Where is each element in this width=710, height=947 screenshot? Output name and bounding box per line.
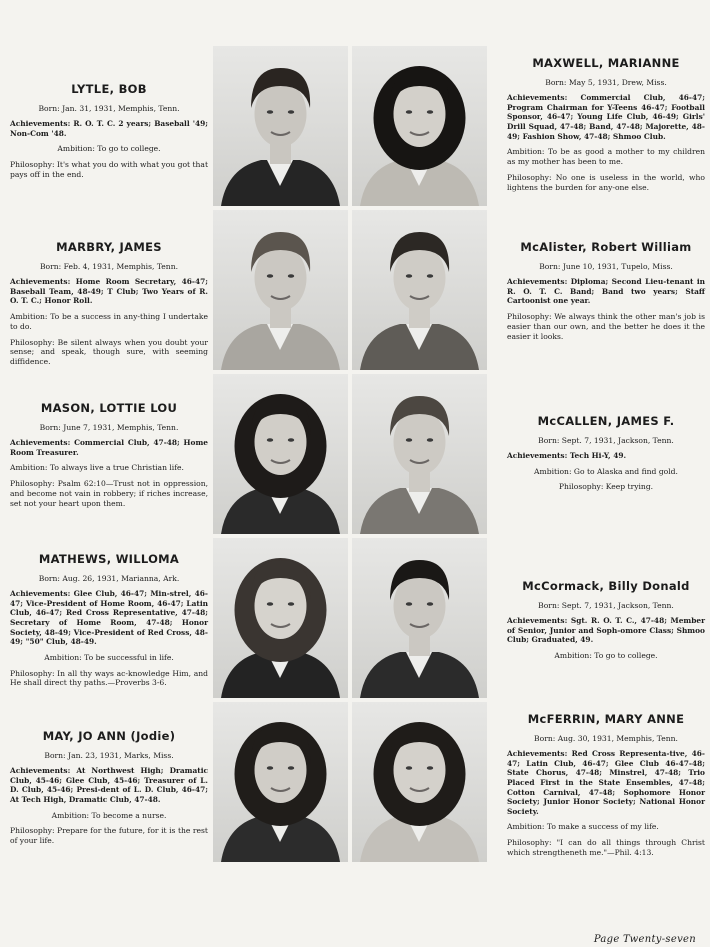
student-born: Born: Sept. 7, 1931, Jackson, Tenn. xyxy=(538,601,674,610)
student-entry-marbry xyxy=(10,240,208,373)
student-entry-maxwell xyxy=(507,56,705,199)
student-philosophy: Philosophy: In all thy ways ac-knowledge Him, and He shall direct thy paths.—Proverbs 3-6. xyxy=(10,668,208,688)
student-name: McAlister, Robert William xyxy=(520,240,692,254)
student-name: McCormack, Billy Donald xyxy=(522,579,690,593)
student-philosophy: Philosophy: "I can do all things through Christ which strengtheneth me."—Phil. 4:13. xyxy=(507,838,705,858)
student-achievements: Achievements: Commercial Club, 46-47; Program Chairman for Y-Teens 46-47; Football Sponsor, 46-47; Young Life Club, 46-49; Girls' Drill Squad, 47-48; Band, 47-48; Majorette, 48-49; Fashion Show, 47-48; Shmoo Club. xyxy=(507,93,705,141)
student-achievements: Achievements: Diploma; Second Lieu-tenant in R. O. T. C. Band; Band two years; Staff Cartoonist one year. xyxy=(507,277,705,306)
student-born: Born: Sept. 7, 1931, Jackson, Tenn. xyxy=(538,436,674,445)
student-achievements: Achievements: At Northwest High; Dramatic Club, 45-46; Glee Club, 45-46; Treasurer of L. D. Club, 45-46; Presi-dent of L. D. Club, 46-47; At Tech High, Dramatic Club, 47-48. xyxy=(10,766,208,804)
student-portrait xyxy=(352,374,487,534)
student-portrait xyxy=(213,46,348,206)
student-name: MAXWELL, MARIANNE xyxy=(532,56,680,70)
student-name: McCALLEN, JAMES F. xyxy=(537,414,675,428)
student-philosophy: Philosophy: We always think the other man's job is easier than our own, and the better he does it the easier it looks. xyxy=(507,311,705,341)
student-portrait xyxy=(352,210,487,370)
student-born: Born: Feb. 4, 1931, Memphis, Tenn. xyxy=(39,262,179,271)
student-ambition: Ambition: To go to college. xyxy=(57,144,161,154)
student-achievements: Achievements: Commercial Club, 47-48; Home Room Treasurer. xyxy=(10,438,208,457)
student-achievements: Achievements: Home Room Secretary, 46-47; Baseball Team, 48-49; T Club; Two Years of R. O. T. C.; Honor Roll. xyxy=(10,277,208,306)
student-born: Born: June 7, 1931, Memphis, Tenn. xyxy=(39,423,179,432)
student-portrait xyxy=(213,538,348,698)
student-entry-lytle xyxy=(10,82,208,186)
student-ambition: Ambition: To be a success in any-thing I undertake to do. xyxy=(10,311,208,331)
student-entry-mathews xyxy=(10,552,208,694)
student-ambition: Ambition: To go to college. xyxy=(554,650,658,660)
student-achievements: Achievements: Glee Club, 46-47; Min-strel, 46-47; Vice-President of Home Room, 46-47; Latin Club, 46-47; Red Cross Representative, 47-48; Secretary of Home Room, 47-48; Honor Society, 48-49; Vice-President of Red Cross, 48-49; "50" Club, 48-49. xyxy=(10,589,208,647)
student-ambition: Ambition: To be as good a mother to my children as my mother has been to me. xyxy=(507,147,705,166)
student-philosophy: Philosophy: It's what you do with what you got that pays off in the end. xyxy=(10,160,209,179)
student-name: MASON, LOTTIE LOU xyxy=(40,401,178,415)
student-achievements: Achievements: Sgt. R. O. T. C., 47-48; Member of Senior, Junior and Soph-omore Class; Shmoo Club; Graduated, 49. xyxy=(507,616,705,645)
student-portrait xyxy=(213,374,348,534)
student-achievements: Achievements: Tech Hi-Y, 49. xyxy=(507,451,627,460)
student-entry-mcalister xyxy=(507,240,705,347)
student-philosophy: Philosophy: Prepare for the future, for it is the rest of your life. xyxy=(10,826,208,846)
student-entry-mcferrin xyxy=(507,712,705,864)
student-name: MARBRY, JAMES xyxy=(56,240,162,254)
student-name: MATHEWS, WILLOMA xyxy=(38,552,180,566)
student-philosophy: Philosophy: Psalm 62:10—Trust not in oppression, and become not vain in robbery; if riches increase, set not your heart upon them. xyxy=(10,479,208,508)
student-name: MAY, JO ANN (Jodie) xyxy=(42,729,176,743)
student-entry-mccormack xyxy=(507,579,705,667)
student-name: LYTLE, BOB xyxy=(71,82,147,96)
student-philosophy: Philosophy: No one is useless in the world, who lightens the burden for any-one else. xyxy=(507,172,705,192)
student-philosophy: Philosophy: Be silent always when you doubt your sense; and speak, though sure, with seeming diffidence. xyxy=(10,337,208,367)
student-born: Born: Aug. 26, 1931, Marianna, Ark. xyxy=(38,574,180,583)
student-portrait xyxy=(213,702,348,862)
student-name: McFERRIN, MARY ANNE xyxy=(527,712,685,726)
student-achievements: Achievements: R. O. T. C. 2 years; Baseball '49; Non-Com '48. xyxy=(10,119,208,138)
student-entry-may xyxy=(10,729,208,852)
student-born: Born: Jan. 31, 1931, Memphis, Tenn. xyxy=(38,104,180,113)
student-born: Born: May 5, 1931, Drew, Miss. xyxy=(545,78,667,87)
student-born: Born: Jan. 23, 1931, Marks, Miss. xyxy=(44,751,174,760)
student-ambition: Ambition: Go to Alaska and find gold. xyxy=(534,466,678,476)
student-ambition: Ambition: To always live a true Christian life. xyxy=(10,463,184,473)
student-ambition: Ambition: To be successful in life. xyxy=(44,652,174,662)
student-portrait xyxy=(352,46,487,206)
student-portrait xyxy=(213,210,348,370)
student-ambition: Ambition: To make a success of my life. xyxy=(507,822,659,832)
student-portrait xyxy=(352,538,487,698)
student-born: Born: Aug. 30, 1931, Memphis, Tenn. xyxy=(534,734,678,743)
student-portrait xyxy=(352,702,487,862)
student-philosophy: Philosophy: Keep trying. xyxy=(558,482,654,492)
student-born: Born: June 10, 1931, Tupelo, Miss. xyxy=(539,262,673,271)
student-achievements: Achievements: Red Cross Representa-tive, 46-47; Latin Club, 46-47; Glee Club 46-47-48; State Chorus, 47-48; Minstrel, 47-48; Trio Placed First in the State Ensembles, 47-48; Cotton Carnival, 47-48; Sophomore Honor Society; Junior Honor Society; National Honor Society. xyxy=(507,749,705,816)
student-entry-mccallen xyxy=(507,414,705,498)
page-number: Page Twenty-seven xyxy=(593,934,696,945)
student-ambition: Ambition: To become a nurse. xyxy=(51,810,167,820)
student-entry-mason xyxy=(10,401,208,515)
